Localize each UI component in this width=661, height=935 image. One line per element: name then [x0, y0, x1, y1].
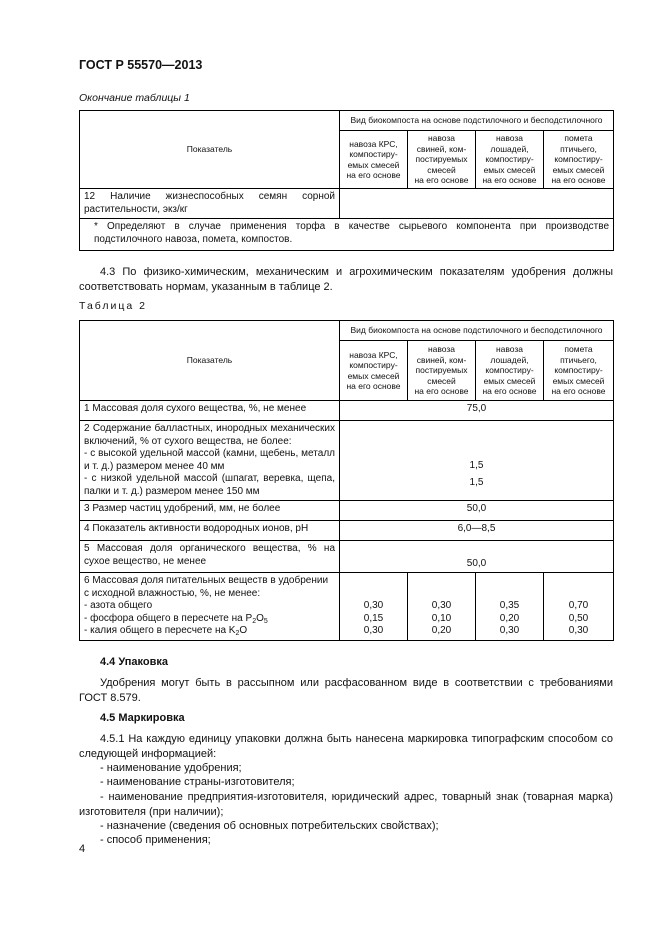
table2-row1-value: 75,0: [340, 401, 614, 421]
table2-row6-col4: 0,70 0,50 0,30: [544, 573, 614, 641]
table2-row2-values: 1,5 1,5: [340, 421, 614, 501]
para-4-3: 4.3 По физико-химическим, механическим и агрохимическим показателям удобрения должны соответствовать нормам, указанным в таблице 2.: [79, 266, 613, 293]
marking-item: - способ применения;: [100, 834, 211, 846]
table1-col-indicator: Показатель: [80, 111, 340, 189]
table1-caption: Окончание таблицы 1: [79, 92, 190, 104]
table2-row6-col2: 0,30 0,10 0,20: [408, 573, 476, 641]
table2-col-indicator: Показатель: [80, 321, 340, 401]
table1-col4-header: помета птичьего, компостиру- емых смесей на его основе: [544, 131, 614, 189]
table1-footnote: * Определяют в случае применения торфа в качестве сырьевого компонента при производстве подстилочного навоза, помета, компостов.: [80, 219, 614, 251]
marking-item: - наименование удобрения;: [100, 762, 242, 774]
table2-col3-header: навоза лошадей, компостиру- емых смесей на его основе: [476, 341, 544, 401]
section-4-4-title: 4.4 Упаковка: [100, 656, 168, 668]
table2-col2-header: навоза свиней, ком- постируемых смесей на его основе: [408, 341, 476, 401]
table2-row3-label: 3 Размер частиц удобрений, мм, не более: [80, 501, 340, 521]
table2-row2-label: 2 Содержание балластных, инородных механических включений, % от сухого вещества, не более: - с высокой удельной массой (камни, щебень, металл и т. д.) размером менее 40 мм - с низкой удельной массой (шпагат, веревка, щепа, палки и т. д.) размером менее 150 мм: [80, 421, 340, 501]
document-header: ГОСТ Р 55570—2013: [79, 58, 203, 72]
table1-col3-header: навоза лошадей, компостиру- емых смесей на его основе: [476, 131, 544, 189]
table2-row4-value: 6,0—8,5: [340, 521, 614, 541]
section-4-5-title: 4.5 Маркировка: [100, 712, 185, 724]
table2: [79, 320, 614, 641]
table1: [79, 110, 614, 251]
table2-caption: Таблица 2: [79, 300, 147, 312]
section-4-4-text: Удобрения могут быть в рассыпном или расфасованном виде в соответствии с требованиями ГОСТ 8.579.: [79, 677, 613, 704]
table2-row6-col3: 0,35 0,20 0,30: [476, 573, 544, 641]
table1-col2-header: навоза свиней, ком- постируемых смесей на его основе: [408, 131, 476, 189]
table2-group-header: Вид биокомпоста на основе подстилочного и бесподстилочного: [340, 321, 614, 341]
table1-group-header: Вид биокомпоста на основе подстилочного и бесподстилочного: [340, 111, 614, 131]
table2-row4-label: 4 Показатель активности водородных ионов, рН: [80, 521, 340, 541]
table2-row5-value: 50,0: [340, 541, 614, 573]
table2-col4-header: помета птичьего, компостиру- емых смесей на его основе: [544, 341, 614, 401]
table2-row3-value: 50,0: [340, 501, 614, 521]
table2-row5-label: 5 Массовая доля органического вещества, % на сухое вещество, не менее: [80, 541, 340, 573]
table2-row6-label: 6 Массовая доля питательных веществ в удобрении с исходной влажностью, %, не менее: - азота общего - фосфора общего в пересчете на $P_2O_5$ - калия общего в пересчете на $K_2O$: [80, 573, 340, 641]
table1-row12-value: [340, 189, 614, 219]
marking-item: - назначение (сведения об основных потребительских свойствах);: [100, 820, 439, 832]
marking-item: - наименование предприятия-изготовителя, юридический адрес, товарный знак (товарная марка) изготовителя (при наличии);: [79, 791, 613, 818]
table1-col1-header: навоза КРС, компостиру- емых смесей на его основе: [340, 131, 408, 189]
section-4-5-1-intro: 4.5.1 На каждую единицу упаковки должна быть нанесена маркировка типографским способом со следующей информацией:: [79, 733, 613, 760]
table2-row1-label: 1 Массовая доля сухого вещества, %, не менее: [80, 401, 340, 421]
table2-row6-col1: 0,30 0,15 0,30: [340, 573, 408, 641]
marking-item: - наименование страны-изготовителя;: [100, 776, 295, 788]
table2-col1-header: навоза КРС, компостиру- емых смесей на его основе: [340, 341, 408, 401]
table1-row12-label: 12 Наличие жизнеспособных семян сорной растительности, экз/кг: [80, 189, 340, 219]
page-number: 4: [79, 843, 86, 855]
